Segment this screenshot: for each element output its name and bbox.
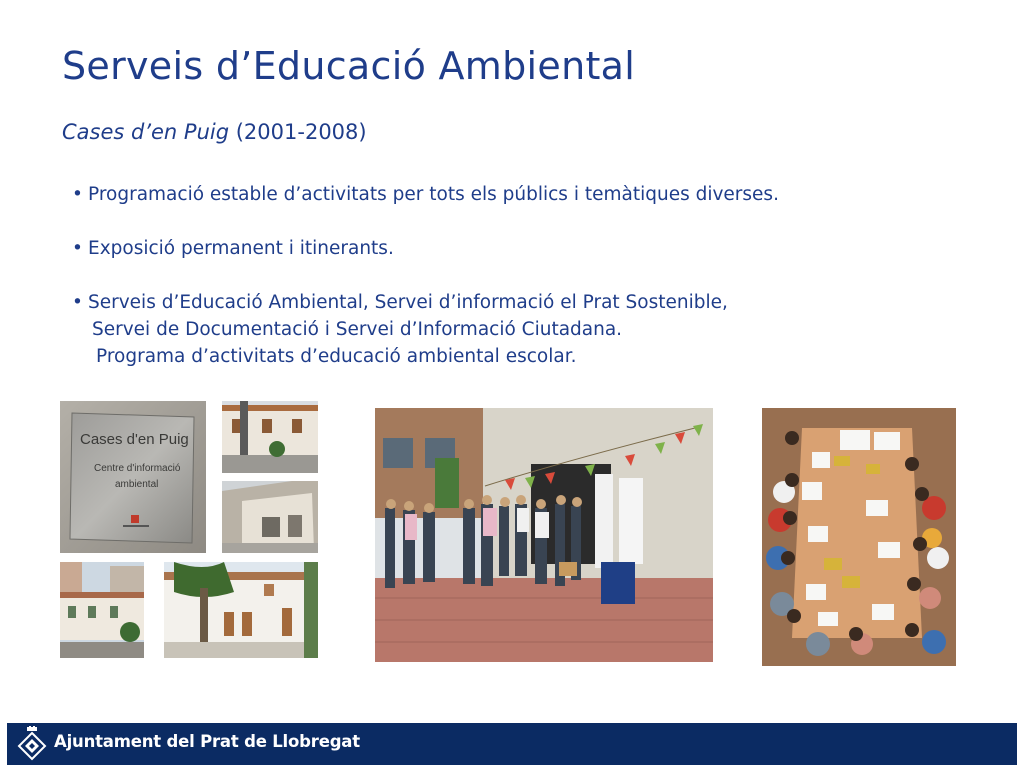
bullet-dot: • (72, 184, 83, 205)
bullet-dot: • (72, 292, 83, 313)
bullet-dot: • (72, 238, 83, 259)
sign-text-line3: ambiental (115, 479, 159, 490)
building-photo-1 (222, 401, 318, 473)
building-photo-2 (222, 481, 318, 553)
children-workshop-photo (762, 408, 956, 666)
sign-text-line2: Centre d'informació (94, 463, 181, 474)
bullet-line: Servei de Documentació i Servei d’Informació Ciutadana. (92, 319, 623, 340)
sign-photo (60, 401, 206, 553)
house-photo (164, 562, 318, 658)
footer-bar (7, 723, 1017, 765)
subtitle-venue-name: Cases d’en Puig (62, 120, 230, 144)
bullet-text: Serveis d’Educació Ambiental, Servei d’informació el Prat Sostenible, (88, 292, 728, 313)
sign-text-line1: Cases d'en Puig (80, 431, 189, 448)
slide-title: Serveis d’Educació Ambiental (62, 44, 636, 88)
street-photo (60, 562, 144, 658)
footer (0, 722, 1024, 768)
exhibition-photo (375, 408, 713, 662)
bullet-line: Programa d’activitats d’educació ambiental escolar. (96, 346, 577, 367)
bullet-text: Exposició permanent i itinerants. (88, 238, 394, 259)
bullet-item-3 (72, 289, 972, 370)
bullet-list (72, 181, 972, 397)
municipal-crest-icon (15, 726, 49, 762)
bullet-item-2 (72, 235, 972, 262)
bullet-line (72, 289, 972, 316)
slide-subtitle (62, 120, 367, 144)
bullet-item-1 (72, 181, 972, 208)
bullet-text: Programació estable d’activitats per tots els públics i temàtiques diverses. (88, 184, 779, 205)
footer-organization-name: Ajuntament del Prat de Llobregat (54, 732, 360, 751)
subtitle-date-range: (2001-2008) (229, 120, 367, 144)
